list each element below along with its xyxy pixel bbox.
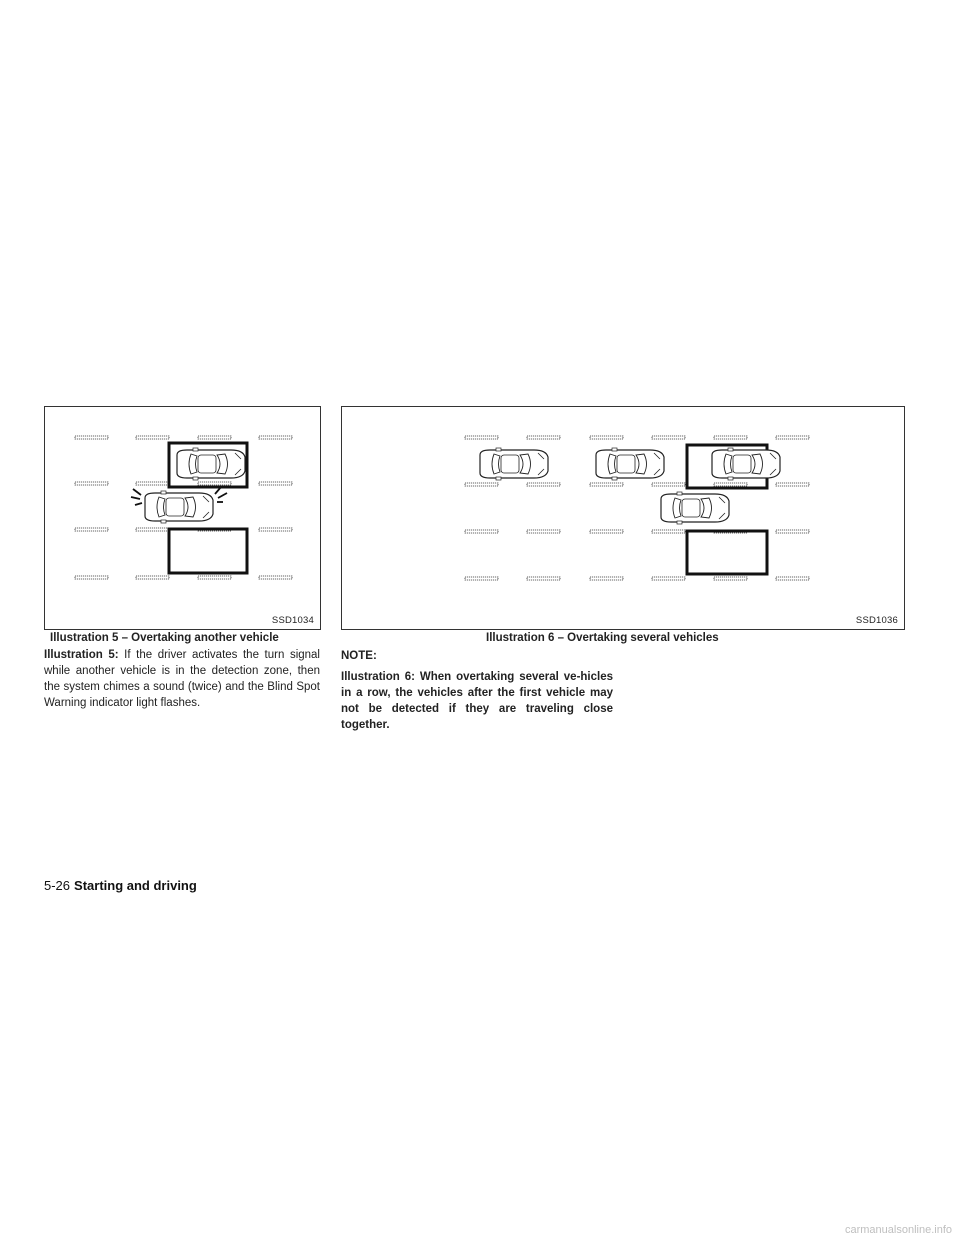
lane-dash — [590, 530, 623, 533]
lane-dash — [590, 436, 623, 439]
lane-dash — [259, 482, 292, 485]
lane-dash — [652, 577, 685, 580]
lane-dash — [75, 576, 108, 579]
lane-dash — [136, 482, 169, 485]
page-number: 5-26 — [44, 878, 71, 893]
lane-dash — [136, 436, 169, 439]
illustration-6-caption: Illustration 6 – Overtaking several vehicles — [486, 632, 719, 644]
lane-dash — [136, 576, 169, 579]
lane-dash — [259, 576, 292, 579]
lane-dash — [527, 483, 560, 486]
lane-dash — [776, 530, 809, 533]
lane-dash — [136, 528, 169, 531]
lane-dash — [714, 577, 747, 580]
lane-dash — [527, 577, 560, 580]
car-icon — [712, 448, 780, 480]
car-icon — [596, 448, 664, 480]
illustration-5-diagram — [45, 407, 320, 629]
car-icon — [177, 448, 245, 480]
section-title: Starting and driving — [74, 878, 197, 893]
lane-dash — [465, 483, 498, 486]
illustration-5-text: If the driver activates the turn signal while another vehicle is in the detection zone, then the system chimes a sound (twice) and the Blind Spot Warning indicator light flashes. — [44, 649, 320, 709]
lane-dash — [75, 528, 108, 531]
detection-zone-lower — [169, 529, 247, 573]
lane-dash — [714, 483, 747, 486]
lane-dash — [465, 530, 498, 533]
lane-dash — [465, 436, 498, 439]
illustration-5-description — [44, 647, 320, 711]
lane-dash — [776, 483, 809, 486]
lane-dash — [590, 483, 623, 486]
note-text: Illustration 6: When overtaking several ve-hicles in a row, the vehicles after the first vehicle may not be detected if they are traveling close together. — [341, 671, 613, 731]
lane-dash — [652, 530, 685, 533]
lane-dash — [198, 576, 231, 579]
lane-dash — [198, 482, 231, 485]
note-label: NOTE: — [341, 650, 377, 662]
lane-dash — [590, 577, 623, 580]
lane-dash — [652, 483, 685, 486]
lane-dash — [776, 577, 809, 580]
illustration-6-figure — [341, 406, 905, 630]
lane-dash — [527, 436, 560, 439]
lane-dash — [198, 436, 231, 439]
lane-dash — [259, 528, 292, 531]
car-icon — [145, 491, 213, 523]
car-icon — [480, 448, 548, 480]
lane-dash — [75, 482, 108, 485]
illustration-5-caption: Illustration 5 – Overtaking another vehicle — [50, 632, 279, 644]
page-footer — [44, 878, 197, 893]
illustration-5-figure — [44, 406, 321, 630]
car-icon — [661, 492, 729, 524]
illustration-6-diagram — [342, 407, 904, 629]
lane-dash — [75, 436, 108, 439]
lane-dash — [465, 577, 498, 580]
lane-dash — [714, 436, 747, 439]
detection-zone-lower — [687, 531, 767, 574]
figure-code: SSD1036 — [855, 615, 898, 626]
lane-dash — [527, 530, 560, 533]
lane-dash — [776, 436, 809, 439]
illustration-5-lead: Illustration 5: — [44, 649, 119, 661]
watermark: carmanualsonline.info — [844, 1224, 952, 1236]
lane-dash — [259, 436, 292, 439]
figure-code: SSD1034 — [271, 615, 314, 626]
lane-dash — [652, 436, 685, 439]
